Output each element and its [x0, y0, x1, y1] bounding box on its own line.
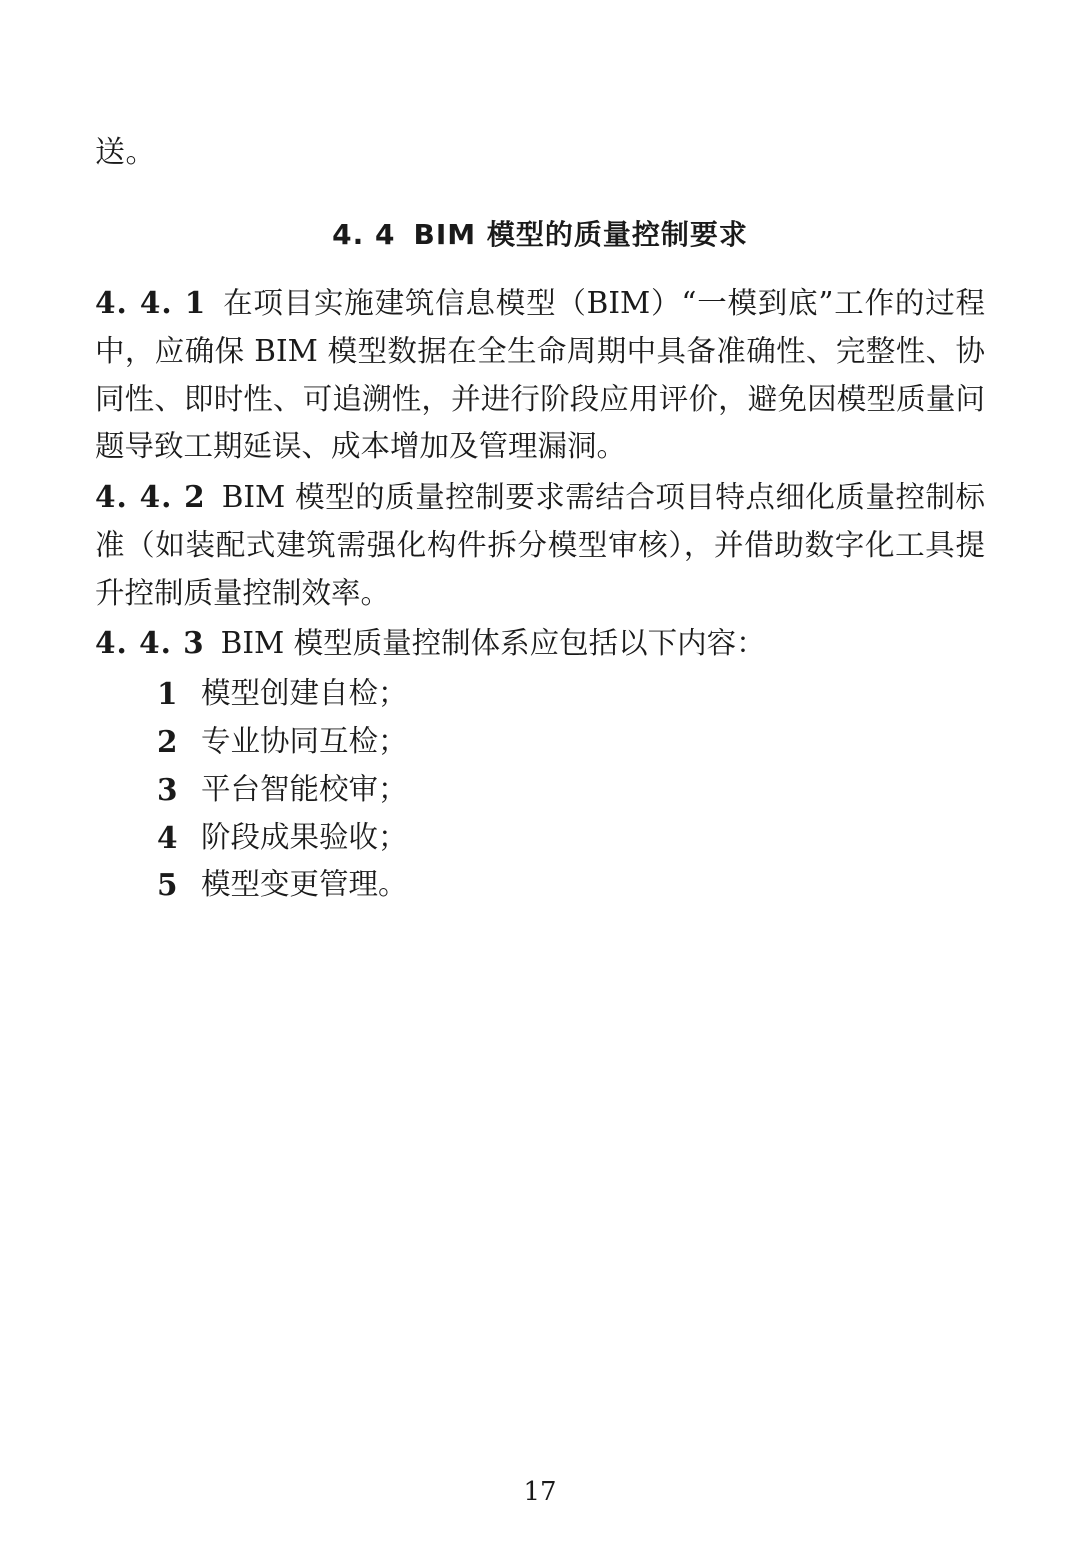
list-item-number: 3	[157, 771, 178, 807]
clause-number: 4. 4. 3	[95, 625, 205, 661]
list-item-number: 1	[157, 676, 178, 712]
list-item-number: 2	[157, 724, 178, 760]
clause-number: 4. 4. 1	[95, 285, 207, 320]
continued-paragraph: 送。	[95, 135, 156, 170]
list-item-label: 模型变更管理。	[201, 867, 408, 902]
clause-text: 在项目实施建筑信息模型（BIM）“一模到底”工作的过程中，应确保 BIM 模型数据在全生命周期中具备准确性、完整性、协同性、即时性、可追溯性，并进行阶段应用评价，避免因模型质量问题导致工期延误、成本增加及管理漏洞。	[95, 286, 985, 464]
list-item-number: 5	[157, 867, 178, 903]
list-item	[95, 718, 985, 766]
list-item-label: 平台智能校审；	[201, 771, 408, 806]
list-item-number: 4	[157, 819, 178, 855]
numbered-list	[95, 670, 985, 909]
list-item	[95, 766, 985, 814]
section-heading-title: BIM 模型的质量控制要求	[413, 218, 748, 251]
clause-paragraph	[95, 279, 985, 471]
section-heading	[95, 213, 985, 253]
clause-paragraph	[95, 619, 985, 668]
page-number: 17	[523, 1477, 557, 1507]
list-item	[95, 814, 985, 862]
clause-text: BIM 模型质量控制体系应包括以下内容：	[220, 626, 766, 661]
list-item-label: 模型创建自检；	[201, 676, 408, 711]
list-item	[95, 670, 985, 718]
list-item-label: 阶段成果验收；	[201, 819, 408, 854]
list-item	[95, 861, 985, 909]
clause-text: BIM 模型的质量控制要求需结合项目特点细化质量控制标准（如装配式建筑需强化构件拆分模型审核），并借助数字化工具提升控制质量控制效率。	[95, 480, 985, 610]
section-heading-number: 4. 4	[332, 218, 396, 251]
clause-paragraph	[95, 473, 985, 617]
list-item-label: 专业协同互检；	[201, 724, 408, 759]
clause-number: 4. 4. 2	[95, 479, 206, 515]
